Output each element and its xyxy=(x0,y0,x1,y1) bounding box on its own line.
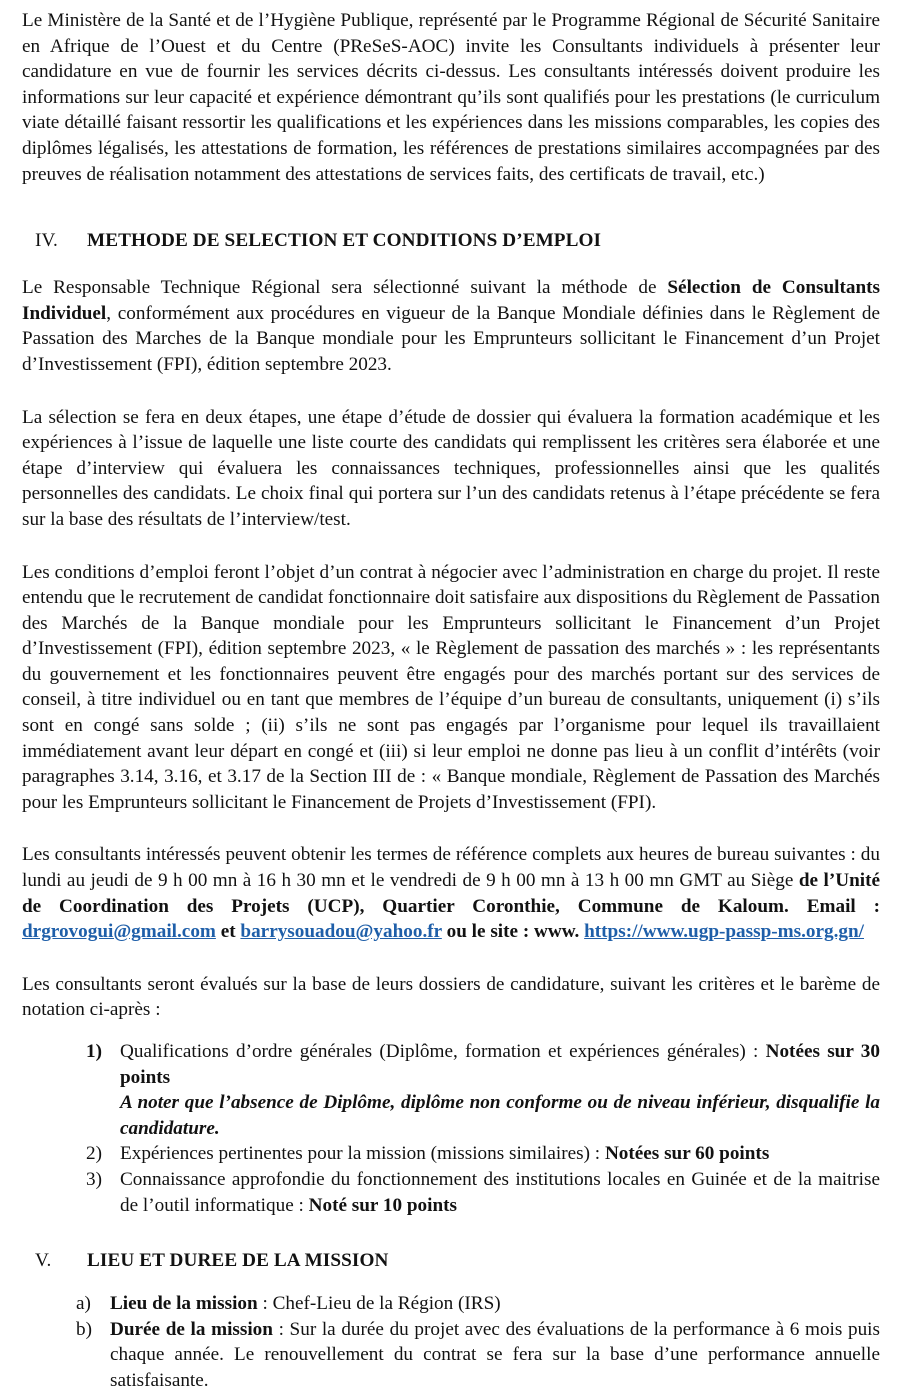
paragraph-evaluation-intro: Les consultants seront évalués sur la base de leurs dossiers de candidature, suivant les critères et le barème de notation ci-après : xyxy=(22,973,880,1021)
selection-text-tail: , conformément aux procédures en vigueur de la Banque Mondiale définies dans le Règlement de Passation des Marches de la Banque mondiale pour les Emprunteurs sollicitant le Financement d’un Projet d’Investissement (FPI), édition septembre 2023. xyxy=(22,302,880,375)
section-heading-iv xyxy=(22,228,880,253)
list-marker: 3) xyxy=(86,1168,102,1190)
mission-list xyxy=(68,1291,880,1393)
contact-address: de l’Unité de Coordination des Projets (UCP), Quartier Coronthie, Commune de Kaloum. xyxy=(22,870,880,917)
criterion-note: A noter que l’absence de Diplôme, diplôme non conforme ou de niveau inférieur, disqualifie la candidature. xyxy=(120,1092,880,1139)
spacer xyxy=(22,832,880,842)
list-content xyxy=(120,1141,880,1167)
list-item xyxy=(78,1167,880,1218)
website-link[interactable]: https://www.ugp-passp-ms.org.gn/ xyxy=(584,921,864,943)
section-title-iv: METHODE DE SELECTION ET CONDITIONS D’EMPLOI xyxy=(87,230,602,252)
document-body xyxy=(22,8,880,1394)
email-link-primary[interactable]: drgrovogui@gmail.com xyxy=(22,921,216,943)
section-title-v: LIEU ET DUREE DE LA MISSION xyxy=(87,1250,389,1272)
selection-text-lead: Le Responsable Technique Régional sera sélectionné suivant la méthode de xyxy=(22,277,668,299)
paragraph-intro: Le Ministère de la Santé et de l’Hygiène Publique, représenté par le Programme Régional de Sécurité Sanitaire en Afrique de l’Ouest et du Centre (PReSeS-AOC) invite les Consultants individuels à présenter leur candidature en vue de fournir les services décrits ci-dessus. Les consultants intéressés doivent produire les informations sur leur capacité et expérience démontrant qu’ils sont qualifiés pour les prestations (le curriculum viate détaillé faisant ressortir les qualifications et les expériences dans les missions comparables, les copies des diplômes légalisés, les attestations de formation, les références de prestations similaires accompagnées par des preuves de réalisation notamment des attestations de services faits, des certificats de travail, etc.) xyxy=(22,10,880,185)
contact-email-label: Email : xyxy=(806,895,880,917)
paragraph-two-stages: La sélection se fera en deux étapes, une étape d’étude de dossier qui évaluera la formation académique et les expériences à l’issue de laquelle une liste courte des candidats qui remplissent les critères sera élaborée et une étape d’interview qui évaluera les connaissances techniques, professionnelles ainsi que les qualités personnelles des candidats. Le choix final qui portera sur l’un des candidats retenus à l’étape précédente se fera sur la base des résultats de l’interview/test. xyxy=(22,406,880,530)
criterion-text: Qualifications d’ordre générales (Diplôme, formation et expériences générales) : xyxy=(120,1041,766,1062)
selection-method-bold: Sélection de Consultants Individuel xyxy=(22,277,881,324)
contact-site-label: ou le site : www. xyxy=(441,921,585,943)
mission-label: Lieu de la mission xyxy=(110,1293,258,1315)
section-heading-v xyxy=(22,1248,880,1273)
list-content xyxy=(110,1291,880,1317)
criterion-score: Noté sur 10 points xyxy=(308,1194,458,1216)
list-item xyxy=(68,1291,880,1317)
paragraph-employment-conditions: Les conditions d’emploi feront l’objet d’un contrat à négocier avec l’administration en charge du projet. Il reste entendu que le recrutement de candidat fonctionnaire doit satisfaire aux dispositions du Règlement de Passation des Marchés de la Banque mondiale pour les Emprunteurs sollicitant le Financement d’un Projet d’Investissement (FPI), édition septembre 2023, « le Règlement de passation des marchés » : les représentants du gouvernement et les fonctionnaires peuvent être engagés pour des marchés portant sur des services de conseil, à titre individuel ou en tant que membres de l’équipe d’un bureau de consultants, uniquement (i) s’ils sont en congé sans solde ; (ii) s’ils ne sont pas engagés par l’organisme pour lequel ils travaillaient immédiatement avant leur départ en congé et (iii) si leur emploi ne donne pas lieu à un conflit d’intérêts (voir paragraphes 3.14, 3.16, et 3.17 de la Section III de : « Banque mondiale, Règlement de Passation des Marchés pour les Emprunteurs sollicitant le Financement de Projets d’Investissement (FPI). xyxy=(22,561,880,813)
section-number-iv: IV. xyxy=(35,230,58,252)
contact-conjunction: et xyxy=(215,921,241,943)
paragraph-contact xyxy=(22,842,880,944)
mission-text: : Sur la durée du projet avec des évaluations de la performance à 6 mois puis chaque année. Le renouvellement du contrat se fera sur la base d’une performance annuelle satisfaisante. xyxy=(110,1318,880,1391)
mission-label: Durée de la mission xyxy=(110,1318,273,1340)
list-content xyxy=(120,1167,880,1218)
list-content xyxy=(110,1317,880,1394)
section-number-v: V. xyxy=(35,1250,52,1272)
criterion-score: Notées sur 60 points xyxy=(604,1143,770,1165)
mission-text: : Chef-Lieu de la Région (IRS) xyxy=(257,1293,501,1315)
list-marker: b) xyxy=(76,1318,92,1340)
list-item xyxy=(68,1317,880,1394)
list-content xyxy=(120,1039,880,1141)
spacer xyxy=(22,395,880,405)
list-item xyxy=(78,1039,880,1141)
spacer xyxy=(22,962,880,972)
list-item xyxy=(78,1141,880,1167)
criterion-score: Notées sur 30 points xyxy=(120,1041,880,1088)
list-marker: 2) xyxy=(86,1143,102,1165)
email-link-secondary[interactable]: barrysouadou@yahoo.fr xyxy=(240,921,442,943)
criterion-text: Expériences pertinentes pour la mission (missions similaires) : xyxy=(120,1143,605,1165)
spacer xyxy=(22,204,880,214)
contact-office-hours: Les consultants intéressés peuvent obtenir les termes de référence complets aux heures de bureau suivantes : du lundi au jeudi de 9 h 00 mn à 16 h 30 mn et le vendredi de 9 h 00 mn à 13 h 00 mn GMT au Siège xyxy=(22,844,880,892)
paragraph-selection-method xyxy=(22,275,880,377)
list-marker: 1) xyxy=(86,1041,102,1062)
list-marker: a) xyxy=(76,1293,91,1315)
criterion-text: Connaissance approfondie du fonctionnement des institutions locales en Guinée et de la maitrise de l’outil informatique : xyxy=(120,1168,880,1216)
spacer xyxy=(22,550,880,560)
criteria-list xyxy=(78,1039,880,1218)
